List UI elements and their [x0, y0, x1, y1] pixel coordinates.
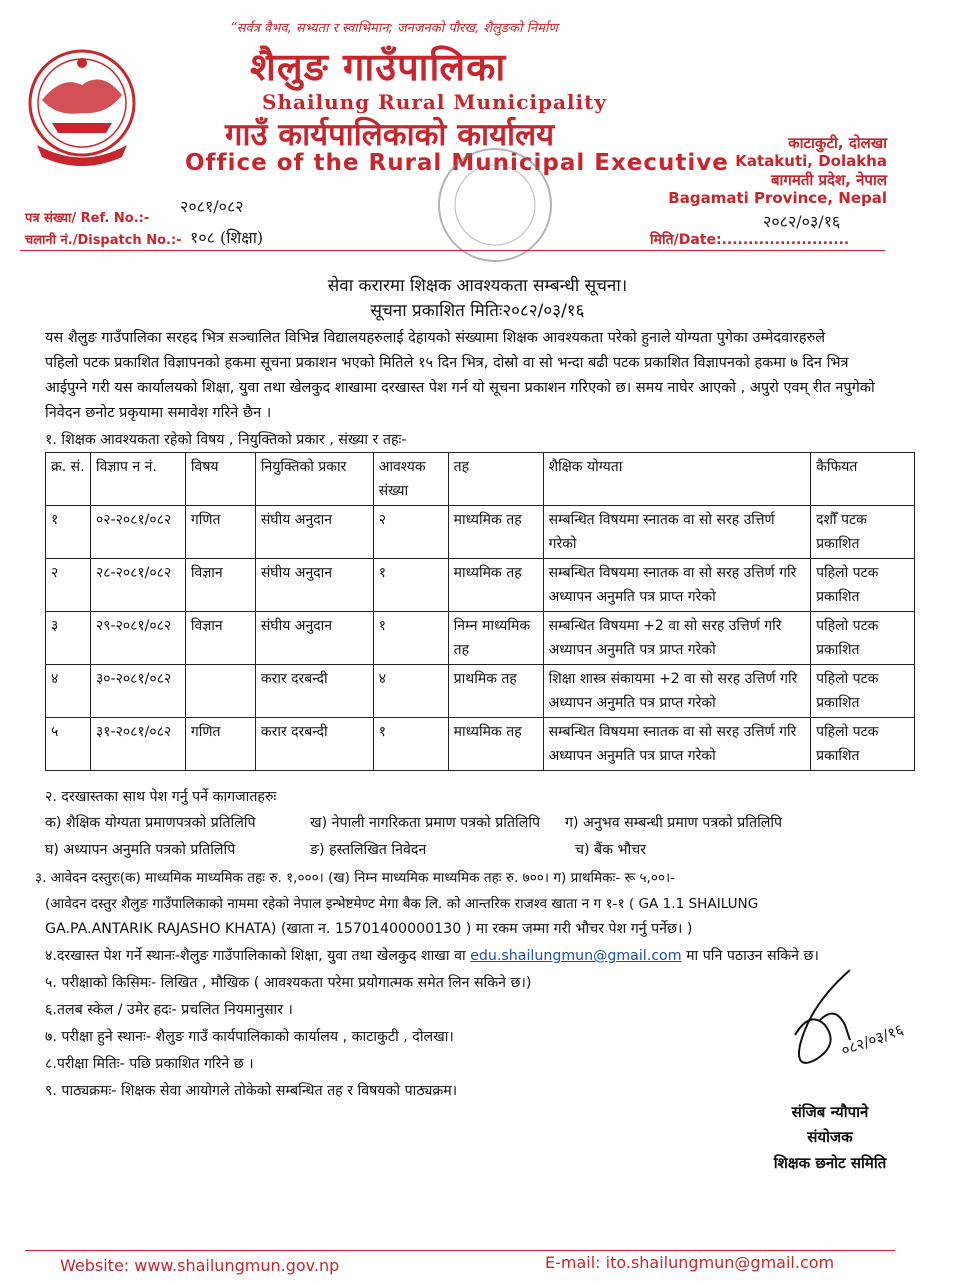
- table-header: नियुक्तिको प्रकार: [255, 453, 373, 506]
- footer-divider: [25, 1250, 895, 1251]
- header-divider: [20, 250, 885, 251]
- doc-item: ग) अनुभव सम्बन्धी प्रमाण पत्रको प्रतिलिपि: [565, 815, 783, 831]
- email-link[interactable]: edu.shailungmun@gmail.com: [470, 948, 682, 964]
- doc-item: ङ) हस्तलिखित निवेदन: [310, 842, 427, 858]
- table-header: क्र. सं.: [46, 453, 91, 506]
- signatory-role: संयोजक: [807, 1128, 853, 1146]
- table-cell: माध्यमिक तह: [448, 559, 543, 612]
- nepal-emblem-icon: [22, 45, 142, 170]
- table-cell: ४: [46, 665, 91, 718]
- notice-title: सेवा करारमा शिक्षक आवश्यकता सम्बन्धी सूचना।: [327, 276, 628, 296]
- table-cell: निम्न माध्यमिक तह: [448, 612, 543, 665]
- signatory-name: संजिब न्यौपाने: [791, 1103, 869, 1121]
- application-fee: ३. आवेदन दस्तुरः(क) माध्यमिक माध्यमिक तहः रु. १,०००। (ख) निम्न माध्यमिक माध्यमिक तहः रु. ७००। ग) प्राथमिकः- रू ५,००।-: [35, 870, 676, 886]
- publish-date: सूचना प्रकाशित मितिः२०८२/०३/१६: [370, 301, 585, 321]
- docs-heading: २. दरखास्तका साथ पेश गर्नु पर्ने कागजातहरुः: [45, 789, 277, 805]
- table-cell: [185, 665, 255, 718]
- table-header: आवश्यक संख्या: [373, 453, 448, 506]
- table-row: [46, 665, 915, 718]
- office-name-np: गाउँ कार्यपालिकाको कार्यालय: [225, 117, 555, 153]
- table-cell: शिक्षा शास्त्र संकायमा +2 वा सो सरह उत्तिर्ण गरि अध्यापन अनुमति पत्र प्राप्त गरेको: [543, 665, 811, 718]
- table-cell: संघीय अनुदान: [255, 506, 373, 559]
- footer-email[interactable]: E-mail: ito.shailungmun@gmail.com: [545, 1253, 835, 1272]
- dispatch-number: १०८ (शिक्षा): [190, 228, 264, 247]
- table-cell: ५: [46, 718, 91, 771]
- table-cell: गणित: [185, 718, 255, 771]
- table-row: [46, 612, 915, 665]
- table-cell: ३: [46, 612, 91, 665]
- signature-icon: [770, 965, 880, 1090]
- table-header: कैफियत: [811, 453, 915, 506]
- intro-paragraph: यस शैलुङ गाउँपालिका सरहद भित्र सञ्चालित विभिन्न विद्यालयहरुलाई देहायको संख्यामा शिक्षक आवश्यकता परेको हुनाले योग्यता पुगेका उम्मेदवारहरुले पहिलो पटक प्रकाशित विज्ञापनको हकमा सूचना प्रकाशन भएको मितिले १५ दिन भित्र, दोस्रो वा सो भन्दा बढी पटक प्रकाशित विज्ञापनको हकमा ७ दिन भित्र आईपुग्ने गरी यस कार्यालयको शिक्षा, युवा तथा खेलकुद शाखामा दरखास्त पेश गर्न यो सूचना प्रकाशन गरिएको छ। समय नाघेर आएको , अपुरो एवम् रीत नपुगेको निवेदन छनोट प्रकृयामा समावेश गरिने छैन ।: [45, 330, 875, 421]
- table-cell: विज्ञान: [185, 612, 255, 665]
- address-line: बागमती प्रदेश, नेपाल: [770, 171, 887, 189]
- table-header: विषय: [185, 453, 255, 506]
- doc-item: घ) अध्यापन अनुमति पत्रको प्रतिलिपि: [45, 842, 236, 858]
- office-name-en: Office of the Rural Municipal Executive: [185, 150, 729, 176]
- signatory-committee: शिक्षक छनोट समिति: [773, 1154, 887, 1172]
- table-cell: १: [373, 718, 448, 771]
- table-row: [46, 718, 915, 771]
- table-cell: पहिलो पटक प्रकाशित: [811, 559, 915, 612]
- municipality-name-np: शैलुङ गाउँपालिका: [250, 45, 507, 89]
- fee-note: GA.PA.ANTARIK RAJASHO KHATA) (खाता न. 15701400000130 ) मा रकम जम्मा गरी भौचर पेश गर्नु पर्नेछ। ): [45, 921, 693, 937]
- office-stamp-icon: [425, 145, 565, 265]
- ref-number: २०८१/०८२: [180, 197, 244, 216]
- table-header: शैक्षिक योग्यता: [543, 453, 811, 506]
- table-row: [46, 559, 915, 612]
- table-cell: माध्यमिक तह: [448, 718, 543, 771]
- table-cell: १: [373, 612, 448, 665]
- table-header: विज्ञाप न नं.: [90, 453, 185, 506]
- signature-date: ०८२/०३/१६: [838, 1020, 906, 1060]
- municipality-name-en: Shailung Rural Municipality: [262, 90, 607, 114]
- footer-website[interactable]: Website: www.shailungmun.gov.np: [60, 1256, 340, 1275]
- table-cell: सम्बन्धित विषयमा +2 वा सो सरह उत्तिर्ण गरि अध्यापन अनुमति पत्र प्राप्त गरेको: [543, 612, 811, 665]
- syllabus: ९. पाठ्यक्रमः- शिक्षक सेवा आयोगले तोकेको सम्बन्धित तह र विषयको पाठ्यक्रम।: [45, 1083, 458, 1099]
- fee-note: (आवेदन दस्तुर शैलुङ गाउँपालिकाको नाममा रहेको नेपाल इन्भेष्टमेण्ट मेगा बैक लि. को आन्तरिक राजश्व खाता न ग १-१ ( GA 1.1 SHAILUNG: [45, 896, 759, 912]
- table-cell: संघीय अनुदान: [255, 559, 373, 612]
- address-line: Katakuti, Dolakha: [735, 152, 887, 170]
- table-cell: सम्बन्धित विषयमा स्नातक वा सो सरह उत्तिर्ण गरेको: [543, 506, 811, 559]
- table-cell: करार दरबन्दी: [255, 718, 373, 771]
- table-cell: विज्ञान: [185, 559, 255, 612]
- doc-item: क) शैक्षिक योग्यता प्रमाणपत्रको प्रतिलिपि: [45, 815, 256, 831]
- salary-scale: ६.तलब स्केल / उमेर हदः- प्रचलित नियमानुसार ।: [45, 1002, 293, 1018]
- table-cell: ०२-२०८१/०८२: [90, 506, 185, 559]
- table-header-row: [46, 453, 915, 506]
- motto: “सर्वत्र वैभव, सभ्यता र स्वाभिमान; जनजनको पौरख, शैलुङको निर्माण: [230, 21, 558, 36]
- vacancy-table: [45, 452, 915, 771]
- table-cell: पहिलो पटक प्रकाशित: [811, 718, 915, 771]
- doc-item: ख) नेपाली नागरिकता प्रमाण पत्रको प्रतिलिपि: [310, 815, 541, 831]
- table-cell: पहिलो पटक प्रकाशित: [811, 612, 915, 665]
- table-cell: २: [46, 559, 91, 612]
- exam-type: ५. परीक्षाको किसिमः- लिखित , मौखिक ( आवश्यकता परेमा प्रयोगात्मक समेत लिन सकिने छ।): [45, 975, 532, 991]
- table-cell: दशौँ पटक प्रकाशित: [811, 506, 915, 559]
- section-heading: १. शिक्षक आवश्यकता रहेको विषय , नियुक्तिको प्रकार , संख्या र तहः-: [45, 432, 407, 448]
- doc-item: च) बैंक भौचर: [575, 842, 647, 858]
- table-cell: ४: [373, 665, 448, 718]
- table-cell: संघीय अनुदान: [255, 612, 373, 665]
- table-cell: माध्यमिक तह: [448, 506, 543, 559]
- letter-date: २०८२/०३/१६: [763, 212, 841, 231]
- exam-date: ८.परीक्षा मितिः- पछि प्रकाशित गरिने छ ।: [45, 1056, 254, 1072]
- table-cell: ३१-२०८१/०८२: [90, 718, 185, 771]
- table-cell: सम्बन्धित विषयमा स्नातक वा सो सरह उत्तिर्ण गरि अध्यापन अनुमति पत्र प्राप्त गरेको: [543, 718, 811, 771]
- exam-place: ७. परीक्षा हुने स्थानः- शैलुङ गाउँ कार्यपालिकाको कार्यालय , काटाकुटी , दोलखा।: [45, 1029, 454, 1045]
- table-cell: करार दरबन्दी: [255, 665, 373, 718]
- ref-label: पत्र संख्या/ Ref. No.:-: [25, 211, 150, 226]
- date-label: मिति/Date:........................: [650, 232, 850, 248]
- table-cell: २९-२०८१/०८२: [90, 612, 185, 665]
- table-cell: १: [46, 506, 91, 559]
- table-cell: १: [373, 559, 448, 612]
- address-line: काटाकुटी, दोलखा: [788, 134, 887, 152]
- table-cell: २: [373, 506, 448, 559]
- submission-text: ४.दरखास्त पेश गर्ने स्थानः-शैलुङ गाउँपालिकाको शिक्षा, युवा तथा खेलकुद शाखा वा: [45, 948, 466, 964]
- submission-text: मा पनि पठाउन सकिने छ।: [686, 948, 819, 964]
- table-cell: गणित: [185, 506, 255, 559]
- table-header: तह: [448, 453, 543, 506]
- dispatch-label: चलानी नं./Dispatch No.:-: [25, 233, 182, 248]
- table-cell: सम्बन्धित विषयमा स्नातक वा सो सरह उत्तिर्ण गरि अध्यापन अनुमति पत्र प्राप्त गरेको: [543, 559, 811, 612]
- table-row: [46, 506, 915, 559]
- table-cell: पहिलो पटक प्रकाशित: [811, 665, 915, 718]
- table-cell: २८-२०८१/०८२: [90, 559, 185, 612]
- table-cell: ३०-२०८१/०८२: [90, 665, 185, 718]
- table-cell: प्राथमिक तह: [448, 665, 543, 718]
- submission-place: [45, 946, 819, 965]
- address-line: Bagamati Province, Nepal: [668, 189, 887, 207]
